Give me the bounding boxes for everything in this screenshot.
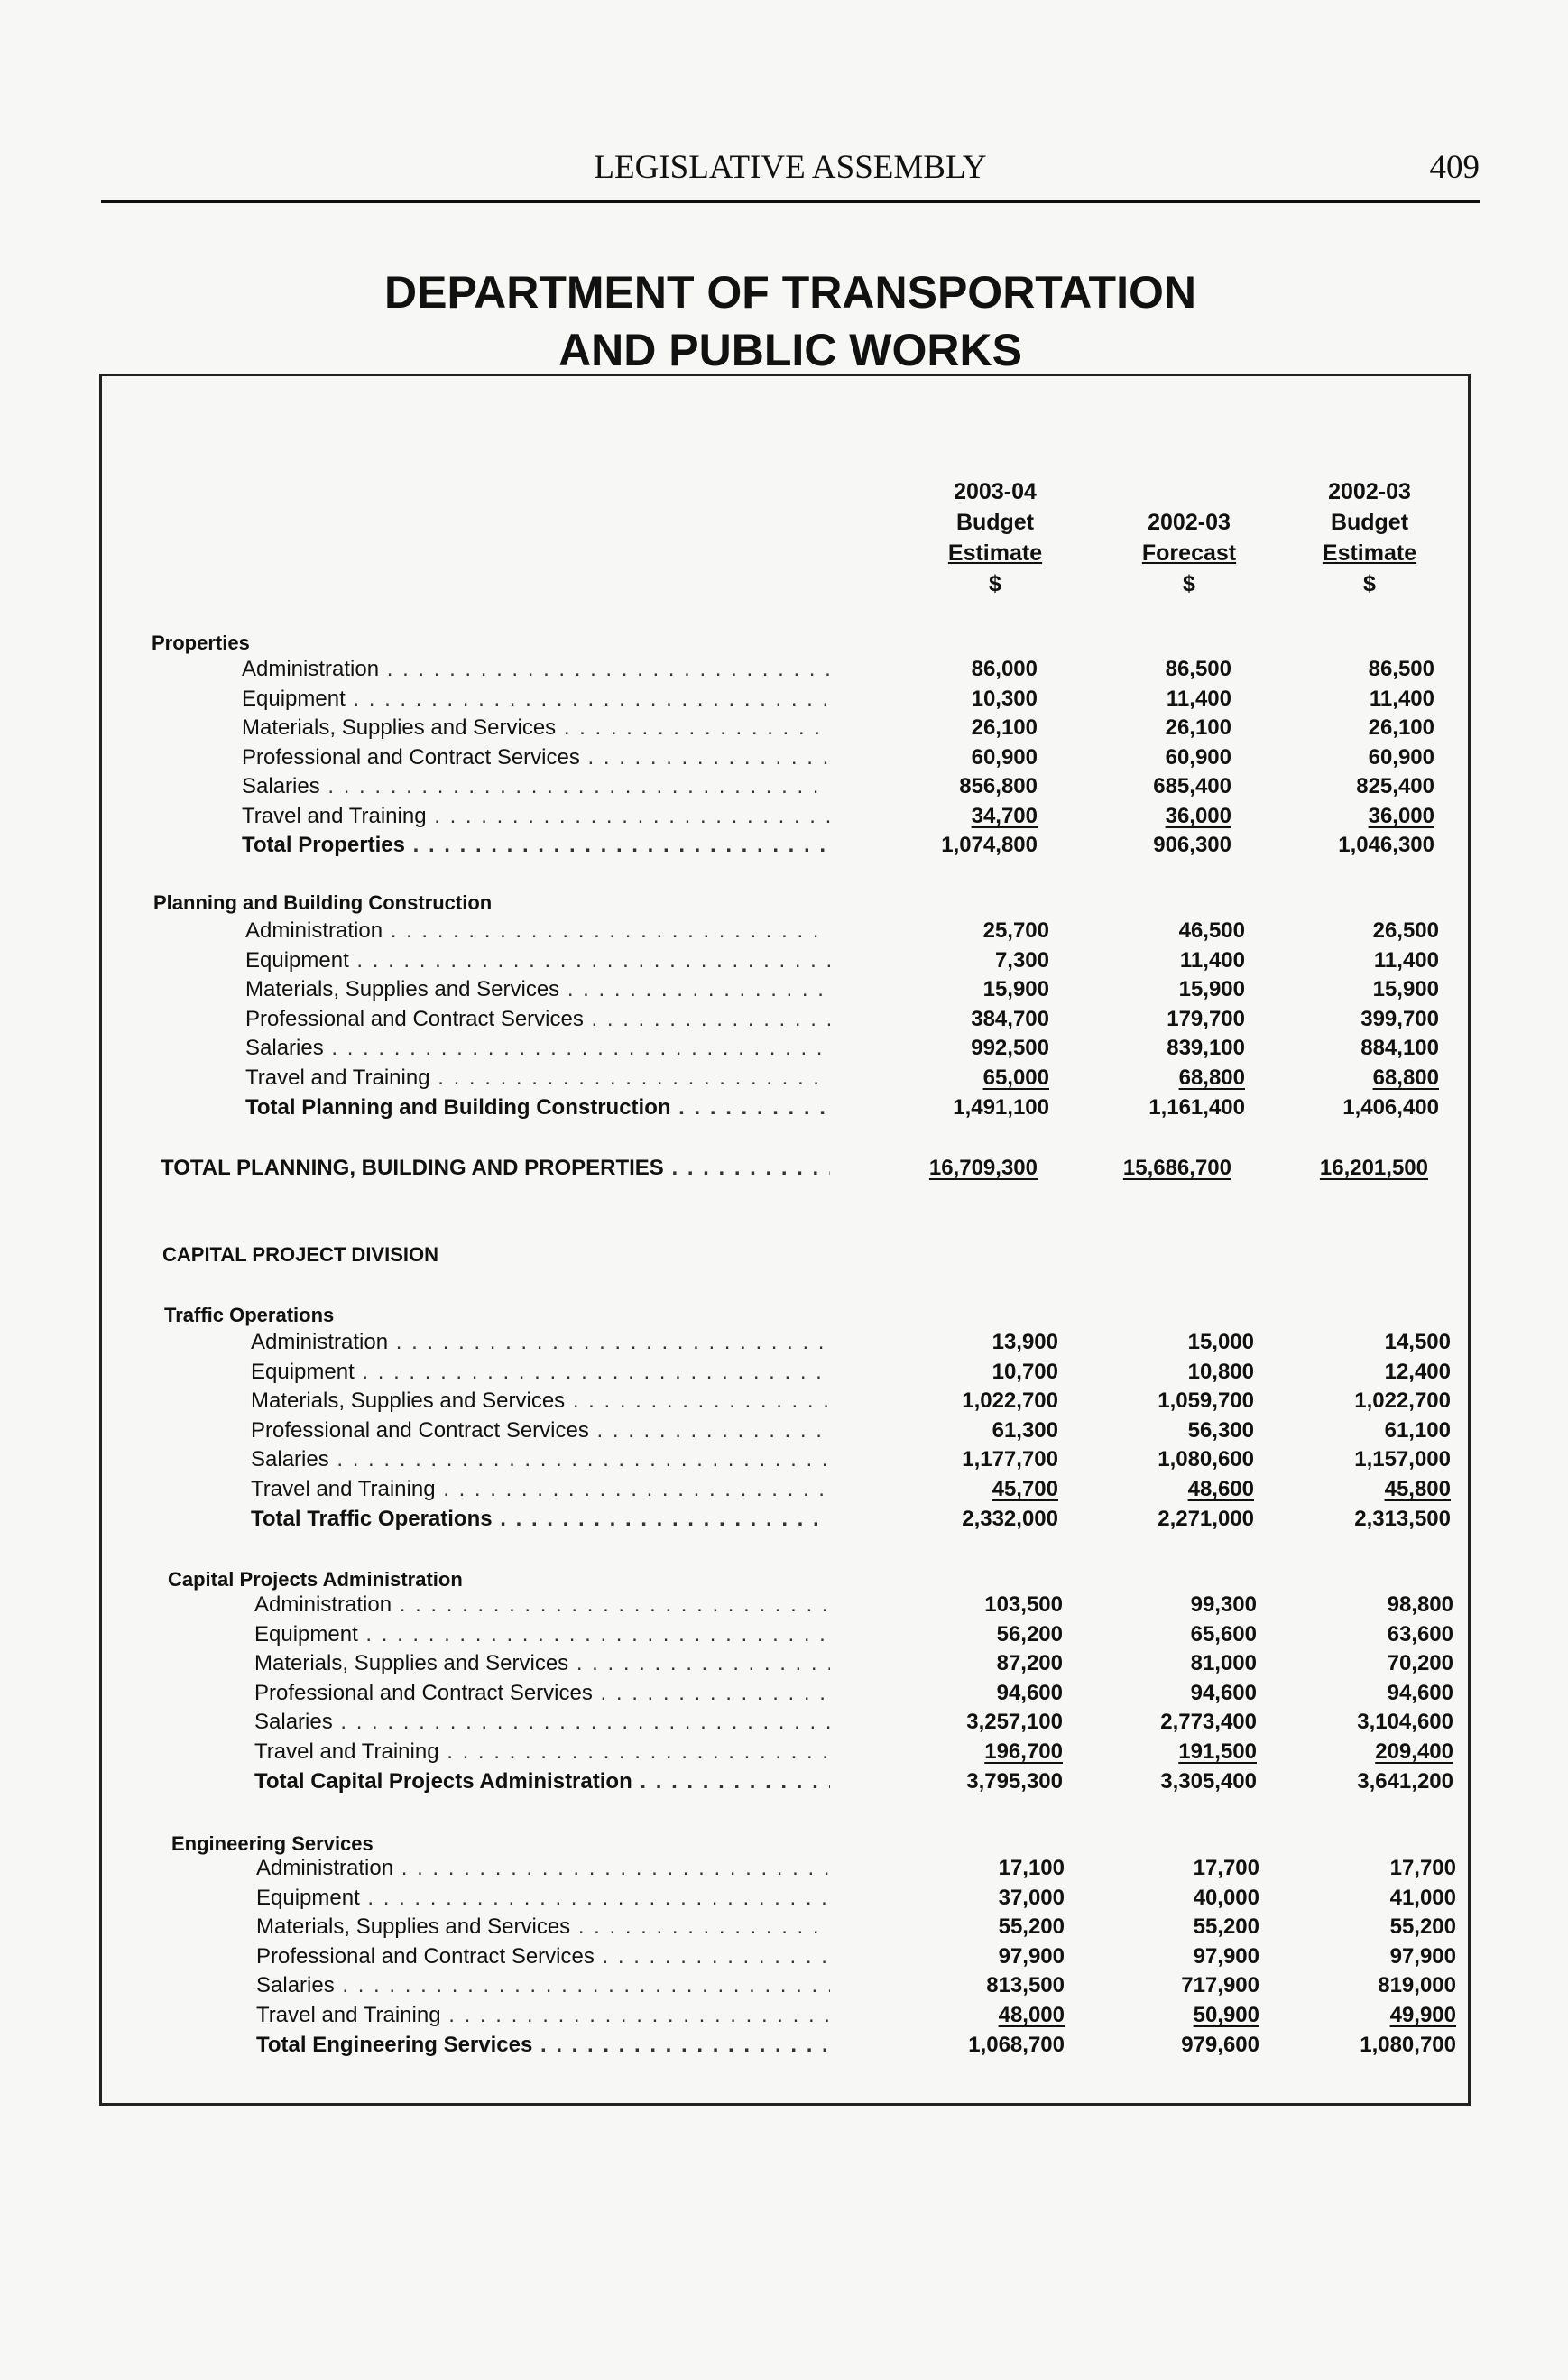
row-value-col-1: 48,000 (998, 2003, 1065, 2027)
table-row (0, 1592, 1568, 1622)
row-value-col-2: 2,271,000 (1158, 1506, 1254, 1531)
row-value-col-3: 825,400 (1356, 774, 1434, 798)
row-value-col-3: 86,500 (1368, 657, 1434, 681)
row-label: Travel and Training . . . (245, 1065, 830, 1091)
row-value-col-2: 86,500 (1165, 657, 1231, 681)
table-row (0, 1330, 1568, 1360)
row-label: Professional and Contract Services . . . (254, 1681, 830, 1706)
row-value-col-3: 209,400 (1375, 1739, 1453, 1764)
row-value-col-2: 99,300 (1190, 1592, 1257, 1617)
row-value-col-1: 25,700 (982, 918, 1049, 943)
subtotal-row (0, 2033, 1568, 2062)
row-value-col-1: 86,000 (971, 657, 1038, 681)
row-value-col-1: 856,800 (959, 774, 1038, 798)
row-value-col-1: 34,700 (971, 803, 1038, 828)
row-value-col-1: 15,900 (982, 977, 1049, 1002)
row-label: Equipment . . . (245, 948, 830, 973)
department-title-line1: DEPARTMENT OF TRANSPORTATION (384, 267, 1196, 318)
table-row (0, 1065, 1568, 1095)
row-value-col-1: 1,068,700 (968, 2032, 1065, 2057)
subtotal-row (0, 1095, 1568, 1125)
row-value-col-3: 12,400 (1384, 1359, 1451, 1384)
row-value-col-3: 1,406,400 (1342, 1094, 1439, 1120)
table-row (0, 774, 1568, 804)
table-row (0, 1914, 1568, 1944)
row-value-col-1: 813,500 (986, 1973, 1065, 1998)
row-value-col-3: 98,800 (1387, 1592, 1453, 1617)
row-label: Total Engineering Services . . . (256, 2033, 830, 2058)
row-label: Total Properties . . . (242, 833, 830, 858)
row-value-col-2: 60,900 (1165, 744, 1231, 770)
row-label: Professional and Contract Services . . . (245, 1007, 830, 1032)
row-value-col-1: 17,100 (998, 1856, 1065, 1880)
row-value-col-1: 87,200 (996, 1651, 1063, 1676)
row-value-col-1: 992,500 (971, 1036, 1049, 1061)
row-value-col-1: 61,300 (992, 1417, 1058, 1443)
section-heading-capital-admin: Capital Projects Administration (168, 1568, 463, 1591)
row-label: Equipment . . . (242, 687, 830, 712)
row-value-col-1: 37,000 (998, 1885, 1065, 1910)
row-value-col-2: 55,200 (1193, 1914, 1259, 1940)
row-value-col-1: 97,900 (998, 1943, 1065, 1969)
row-value-col-2: 26,100 (1165, 715, 1231, 740)
row-label: Professional and Contract Services . . . (242, 745, 830, 770)
row-value-col-3: 3,104,600 (1357, 1710, 1453, 1735)
row-value-col-2: 36,000 (1165, 803, 1231, 828)
row-label: Travel and Training . . . (251, 1477, 830, 1502)
subtotal-row (0, 833, 1568, 863)
row-label: Equipment . . . (256, 1886, 830, 1911)
row-label: Materials, Supplies and Services . . . (242, 715, 830, 741)
table-row (0, 1739, 1568, 1769)
row-value-col-2: 3,305,400 (1160, 1768, 1257, 1794)
row-value-col-2: 15,900 (1178, 977, 1245, 1002)
table-row (0, 715, 1568, 745)
row-label: Total Traffic Operations . . . (251, 1507, 830, 1532)
row-value-col-2: 11,400 (1179, 947, 1245, 973)
row-value-col-1: 60,900 (971, 744, 1038, 770)
row-value-col-2: 717,900 (1181, 1973, 1259, 1998)
table-row (0, 687, 1568, 716)
row-label: Salaries . . . (254, 1710, 830, 1735)
row-value-col-3: 26,500 (1372, 918, 1439, 943)
grand-total-value-2002-03: 16,201,500 (1319, 1156, 1428, 1180)
department-title (101, 263, 1480, 379)
row-value-col-1: 2,332,000 (962, 1506, 1058, 1531)
row-value-col-2: 40,000 (1193, 1885, 1259, 1910)
row-value-col-3: 55,200 (1389, 1914, 1456, 1940)
section-heading-properties: Properties (152, 632, 250, 654)
row-label: Professional and Contract Services . . . (256, 1944, 830, 1969)
row-label: Equipment . . . (254, 1622, 830, 1647)
row-value-col-2: 56,300 (1187, 1417, 1254, 1443)
row-value-col-1: 45,700 (992, 1477, 1058, 1501)
row-value-col-2: 48,600 (1187, 1477, 1254, 1501)
row-value-col-3: 49,900 (1389, 2003, 1456, 2027)
running-header (101, 144, 1480, 203)
row-value-col-1: 65,000 (982, 1065, 1049, 1090)
row-label: Travel and Training . . . (256, 2003, 830, 2028)
column-header-budget-estimate-2003-04: 2003-04 Budget Estimate $ (947, 479, 1043, 596)
row-label: Salaries . . . (256, 1973, 830, 1998)
table-row (0, 1360, 1568, 1389)
running-title: LEGISLATIVE ASSEMBLY (594, 149, 987, 186)
row-value-col-1: 3,795,300 (966, 1768, 1063, 1794)
row-value-col-3: 17,700 (1389, 1856, 1456, 1880)
row-value-col-1: 3,257,100 (966, 1710, 1063, 1735)
column-header-forecast-2002-03: 2002-03 Forecast $ (1141, 510, 1237, 596)
row-value-col-2: 685,400 (1153, 774, 1231, 798)
row-value-col-3: 11,400 (1373, 947, 1439, 973)
table-row (0, 1886, 1568, 1915)
row-value-col-3: 45,800 (1384, 1477, 1451, 1501)
row-value-col-3: 819,000 (1378, 1973, 1456, 1998)
table-row (0, 804, 1568, 834)
table-row (0, 1477, 1568, 1507)
row-value-col-2: 68,800 (1178, 1065, 1245, 1090)
row-value-col-2: 11,400 (1166, 686, 1231, 711)
grand-total-value-2003-04: 16,709,300 (928, 1156, 1038, 1180)
table-row (0, 1007, 1568, 1037)
table-row (0, 1036, 1568, 1065)
row-label: Administration . . . (242, 657, 830, 682)
section-heading-planning: Planning and Building Construction (153, 891, 493, 914)
row-value-col-1: 56,200 (996, 1621, 1063, 1647)
table-row (0, 977, 1568, 1007)
row-value-col-3: 15,900 (1372, 977, 1439, 1002)
row-label: Salaries . . . (242, 774, 830, 799)
row-value-col-2: 17,700 (1193, 1856, 1259, 1880)
row-value-col-2: 15,000 (1187, 1330, 1254, 1354)
row-value-col-3: 63,600 (1387, 1621, 1453, 1647)
table-row (0, 1418, 1568, 1448)
row-value-col-3: 1,157,000 (1354, 1447, 1451, 1472)
row-value-col-3: 60,900 (1368, 744, 1434, 770)
page-number: 409 (1429, 149, 1480, 186)
grand-total-label: TOTAL PLANNING, BUILDING AND PROPERTIES . . . (161, 1156, 830, 1181)
row-label: Administration . . . (251, 1330, 830, 1355)
table-row (0, 1973, 1568, 2003)
row-value-col-1: 1,177,700 (962, 1447, 1058, 1472)
row-value-col-2: 1,080,600 (1158, 1447, 1254, 1472)
row-value-col-2: 97,900 (1193, 1943, 1259, 1969)
row-label: Travel and Training . . . (254, 1739, 830, 1765)
row-value-col-3: 94,600 (1387, 1680, 1453, 1705)
row-value-col-1: 55,200 (998, 1914, 1065, 1940)
row-label: Salaries . . . (245, 1036, 830, 1061)
row-value-col-3: 61,100 (1384, 1417, 1451, 1443)
row-label: Total Planning and Building Construction . . . (245, 1095, 830, 1121)
row-label: Administration . . . (256, 1856, 830, 1881)
table-row (0, 948, 1568, 978)
table-row (0, 1622, 1568, 1652)
row-label: Professional and Contract Services . . . (251, 1418, 830, 1444)
table-row (0, 1651, 1568, 1681)
row-value-col-3: 41,000 (1389, 1885, 1456, 1910)
subtotal-row (0, 1769, 1568, 1799)
row-value-col-3: 14,500 (1384, 1330, 1451, 1354)
row-value-col-2: 1,059,700 (1158, 1388, 1254, 1414)
table-row (0, 1710, 1568, 1739)
row-label: Materials, Supplies and Services . . . (256, 1914, 830, 1940)
row-value-col-2: 2,773,400 (1160, 1710, 1257, 1735)
row-value-col-1: 196,700 (984, 1739, 1063, 1764)
row-value-col-3: 399,700 (1360, 1006, 1439, 1031)
row-value-col-2: 191,500 (1178, 1739, 1257, 1764)
row-value-col-3: 1,022,700 (1354, 1388, 1451, 1414)
row-value-col-1: 103,500 (984, 1592, 1063, 1617)
row-label: Equipment . . . (251, 1360, 830, 1385)
row-label: Materials, Supplies and Services . . . (251, 1388, 830, 1414)
row-value-col-1: 7,300 (994, 947, 1049, 973)
row-label: Total Capital Projects Administration . . . (254, 1769, 830, 1794)
row-value-col-1: 1,491,100 (953, 1094, 1049, 1120)
row-value-col-1: 94,600 (996, 1680, 1063, 1705)
section-heading-traffic: Traffic Operations (164, 1304, 335, 1326)
table-row (0, 1856, 1568, 1886)
table-row (0, 1944, 1568, 1974)
row-value-col-2: 65,600 (1190, 1621, 1257, 1647)
row-value-col-2: 179,700 (1167, 1006, 1245, 1031)
row-value-col-2: 94,600 (1190, 1680, 1257, 1705)
row-label: Salaries . . . (251, 1447, 830, 1472)
table-row (0, 1681, 1568, 1711)
division-heading-capital: CAPITAL PROJECT DIVISION (162, 1243, 439, 1266)
row-value-col-3: 1,080,700 (1360, 2032, 1456, 2057)
row-value-col-3: 884,100 (1360, 1036, 1439, 1061)
row-value-col-1: 1,074,800 (941, 833, 1038, 857)
row-label: Travel and Training . . . (242, 804, 830, 829)
row-value-col-1: 1,022,700 (962, 1388, 1058, 1414)
table-row (0, 918, 1568, 948)
row-value-col-3: 36,000 (1368, 803, 1434, 828)
table-row (0, 1447, 1568, 1477)
row-value-col-1: 13,900 (992, 1330, 1058, 1354)
table-row (0, 745, 1568, 775)
row-value-col-1: 26,100 (971, 715, 1038, 740)
row-value-col-3: 70,200 (1387, 1651, 1453, 1676)
row-value-col-1: 10,300 (971, 686, 1038, 711)
row-value-col-3: 26,100 (1368, 715, 1434, 740)
row-value-col-2: 979,600 (1181, 2032, 1259, 2057)
row-label: Materials, Supplies and Services . . . (245, 977, 830, 1002)
row-label: Administration . . . (254, 1592, 830, 1618)
department-title-line2: AND PUBLIC WORKS (558, 325, 1022, 375)
row-value-col-1: 10,700 (992, 1359, 1058, 1384)
grand-total-value-forecast: 15,686,700 (1122, 1156, 1231, 1180)
row-value-col-2: 81,000 (1190, 1651, 1257, 1676)
subtotal-row (0, 1507, 1568, 1536)
row-value-col-3: 3,641,200 (1357, 1768, 1453, 1794)
table-row (0, 2003, 1568, 2033)
row-label: Administration . . . (245, 918, 830, 944)
row-label: Materials, Supplies and Services . . . (254, 1651, 830, 1676)
row-value-col-2: 906,300 (1153, 833, 1231, 857)
row-value-col-1: 384,700 (971, 1006, 1049, 1031)
row-value-col-2: 50,900 (1193, 2003, 1259, 2027)
row-value-col-3: 2,313,500 (1354, 1506, 1451, 1531)
column-header-budget-estimate-2002-03: 2002-03 Budget Estimate $ (1322, 479, 1417, 596)
row-value-col-2: 10,800 (1187, 1359, 1254, 1384)
row-value-col-3: 1,046,300 (1338, 833, 1434, 857)
row-value-col-3: 11,400 (1369, 686, 1434, 711)
grand-total-row (0, 1156, 1568, 1185)
table-row (0, 1388, 1568, 1418)
row-value-col-3: 97,900 (1389, 1943, 1456, 1969)
table-row (0, 657, 1568, 687)
row-value-col-2: 1,161,400 (1148, 1094, 1245, 1120)
section-heading-engineering: Engineering Services (171, 1832, 374, 1855)
row-value-col-2: 46,500 (1178, 918, 1245, 943)
row-value-col-3: 68,800 (1372, 1065, 1439, 1090)
row-value-col-2: 839,100 (1167, 1036, 1245, 1061)
